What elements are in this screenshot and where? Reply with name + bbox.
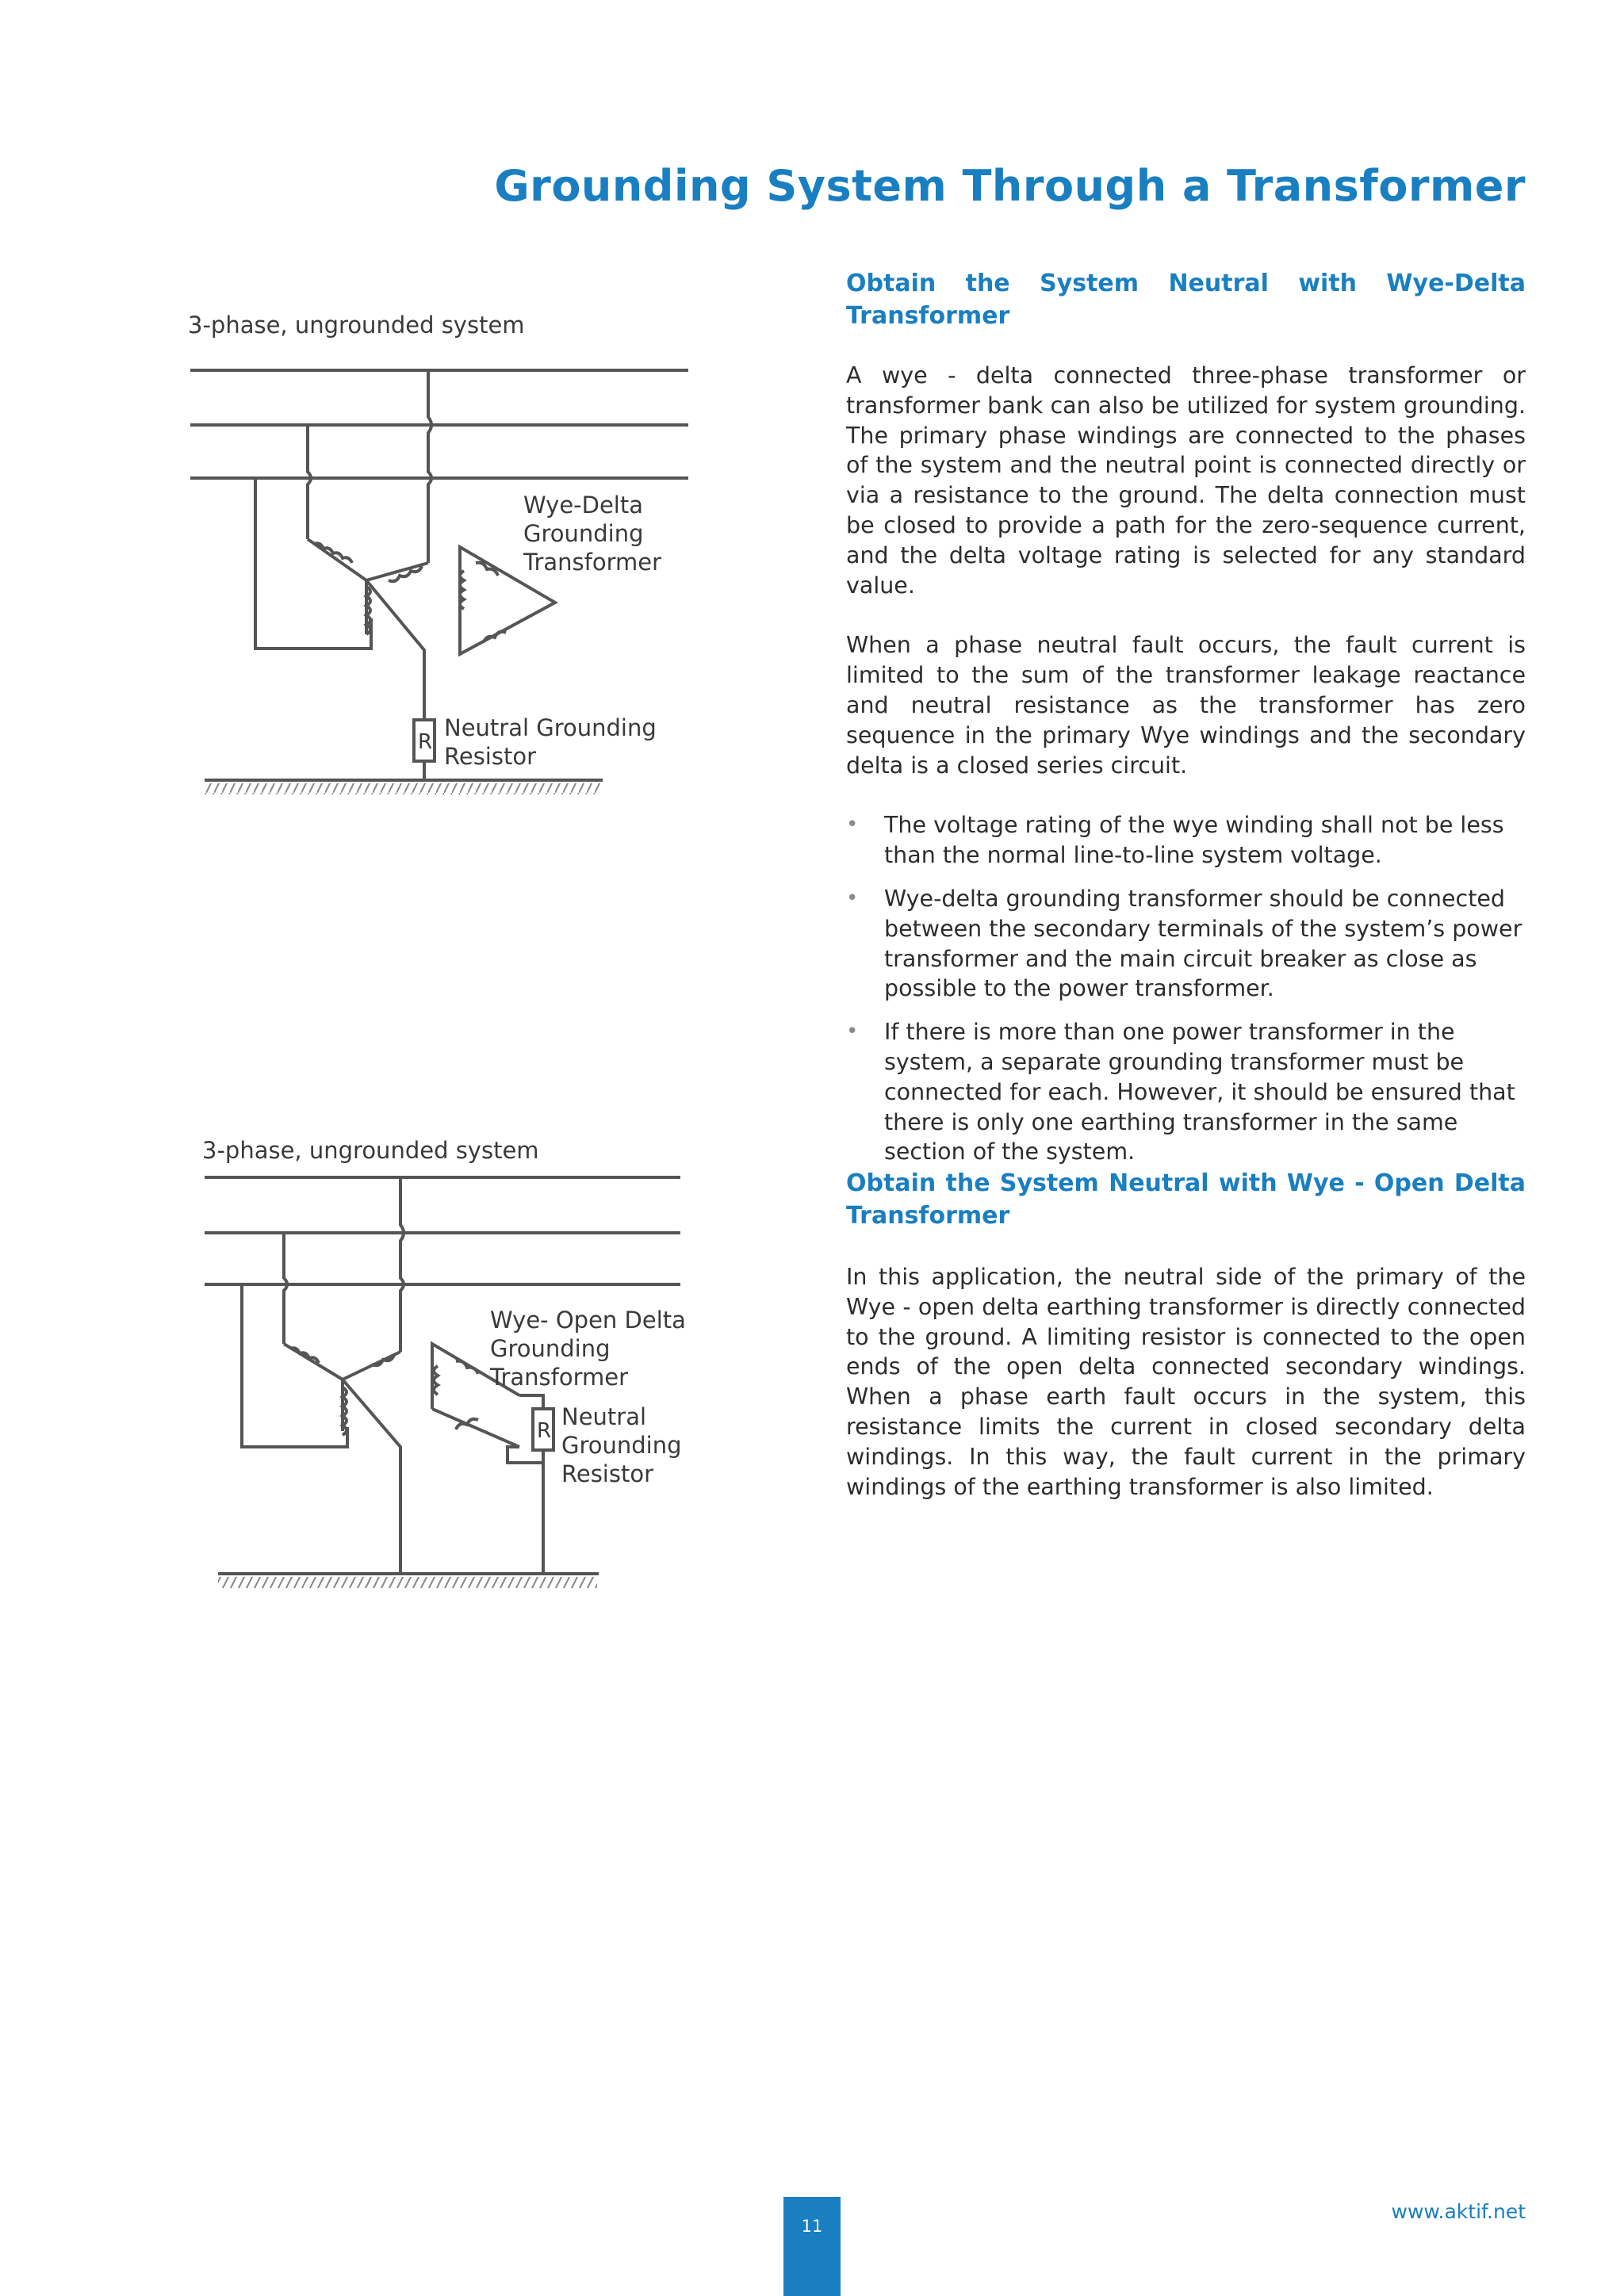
section-wye-delta (846, 267, 1526, 1181)
resistor-label: Neutral Grounding Resistor (561, 1403, 682, 1487)
wye-delta-diagram (0, 301, 793, 809)
bullet-icon: • (846, 1020, 859, 1044)
list-item-text: Wye-delta grounding transformer should be connected between the secondary terminals of the system’s power transformer and the main circuit breaker as close as possible to the power transformer. (884, 885, 1522, 1002)
paragraph: In this application, the neutral side of the primary of the Wye - open delta earthing transformer is directly connected to the ground. A limiting resistor is connected to the open ends of the open delta connected secondary windings. When a phase earth fault occurs in the system, this resistance limits the current in closed secondary delta windings. In this way, the fault current in the primary windings of the earthing transformer is also limited. (846, 1264, 1526, 1500)
list-item (846, 810, 1526, 871)
footer-url[interactable]: www.aktif.net (1391, 2200, 1526, 2223)
list-item (846, 1017, 1526, 1167)
system-label: 3-phase, ungrounded system (188, 312, 525, 339)
bullet-list (846, 810, 1526, 1167)
page-number: 11 (801, 2217, 823, 2236)
page-title: Grounding System Through a Transformer (494, 161, 1526, 211)
wye-open-delta-diagram (0, 1114, 793, 1605)
resistor-symbol: R (537, 1419, 552, 1443)
resistor-label: Neutral Grounding Resistor (444, 714, 657, 770)
bullet-icon: • (846, 813, 859, 837)
paragraph: A wye - delta connected three-phase transformer or transformer bank can also be utilized for system grounding. The primary phase windings are connected to the phases of the system and the neutral point is connected directly or via a resistance to the ground. The delta connection must be closed to provide a path for the zero-sequence current, and the delta voltage rating is selected for any standard value. (846, 362, 1526, 599)
list-item-text: If there is more than one power transformer in the system, a separate grounding transformer must be connected for each. However, it should be ensured that there is only one earthing transformer in the same section of the system. (884, 1019, 1515, 1165)
transformer-label: Wye- Open Delta Grounding Transformer (490, 1307, 686, 1391)
resistor-symbol: R (418, 730, 433, 754)
page-number-tab (783, 2197, 841, 2296)
transformer-label: Wye-Delta Grounding Transformer (523, 492, 662, 576)
list-item-text: The voltage rating of the wye winding shall not be less than the normal line-to-line system voltage. (884, 812, 1504, 869)
section-heading: Obtain the System Neutral with Wye-Delta Transformer (846, 270, 1526, 330)
system-label: 3-phase, ungrounded system (202, 1137, 539, 1164)
section-heading: Obtain the System Neutral with Wye - Open Delta Transformer (846, 1169, 1526, 1230)
section-wye-open-delta (846, 1167, 1526, 1502)
paragraph: When a phase neutral fault occurs, the fault current is limited to the sum of the transformer leakage reactance and neutral resistance as the transformer has zero sequence in the primary Wye windings and the secondary delta is a closed series circuit. (846, 632, 1526, 779)
list-item (846, 884, 1526, 1004)
bullet-icon: • (846, 886, 859, 910)
